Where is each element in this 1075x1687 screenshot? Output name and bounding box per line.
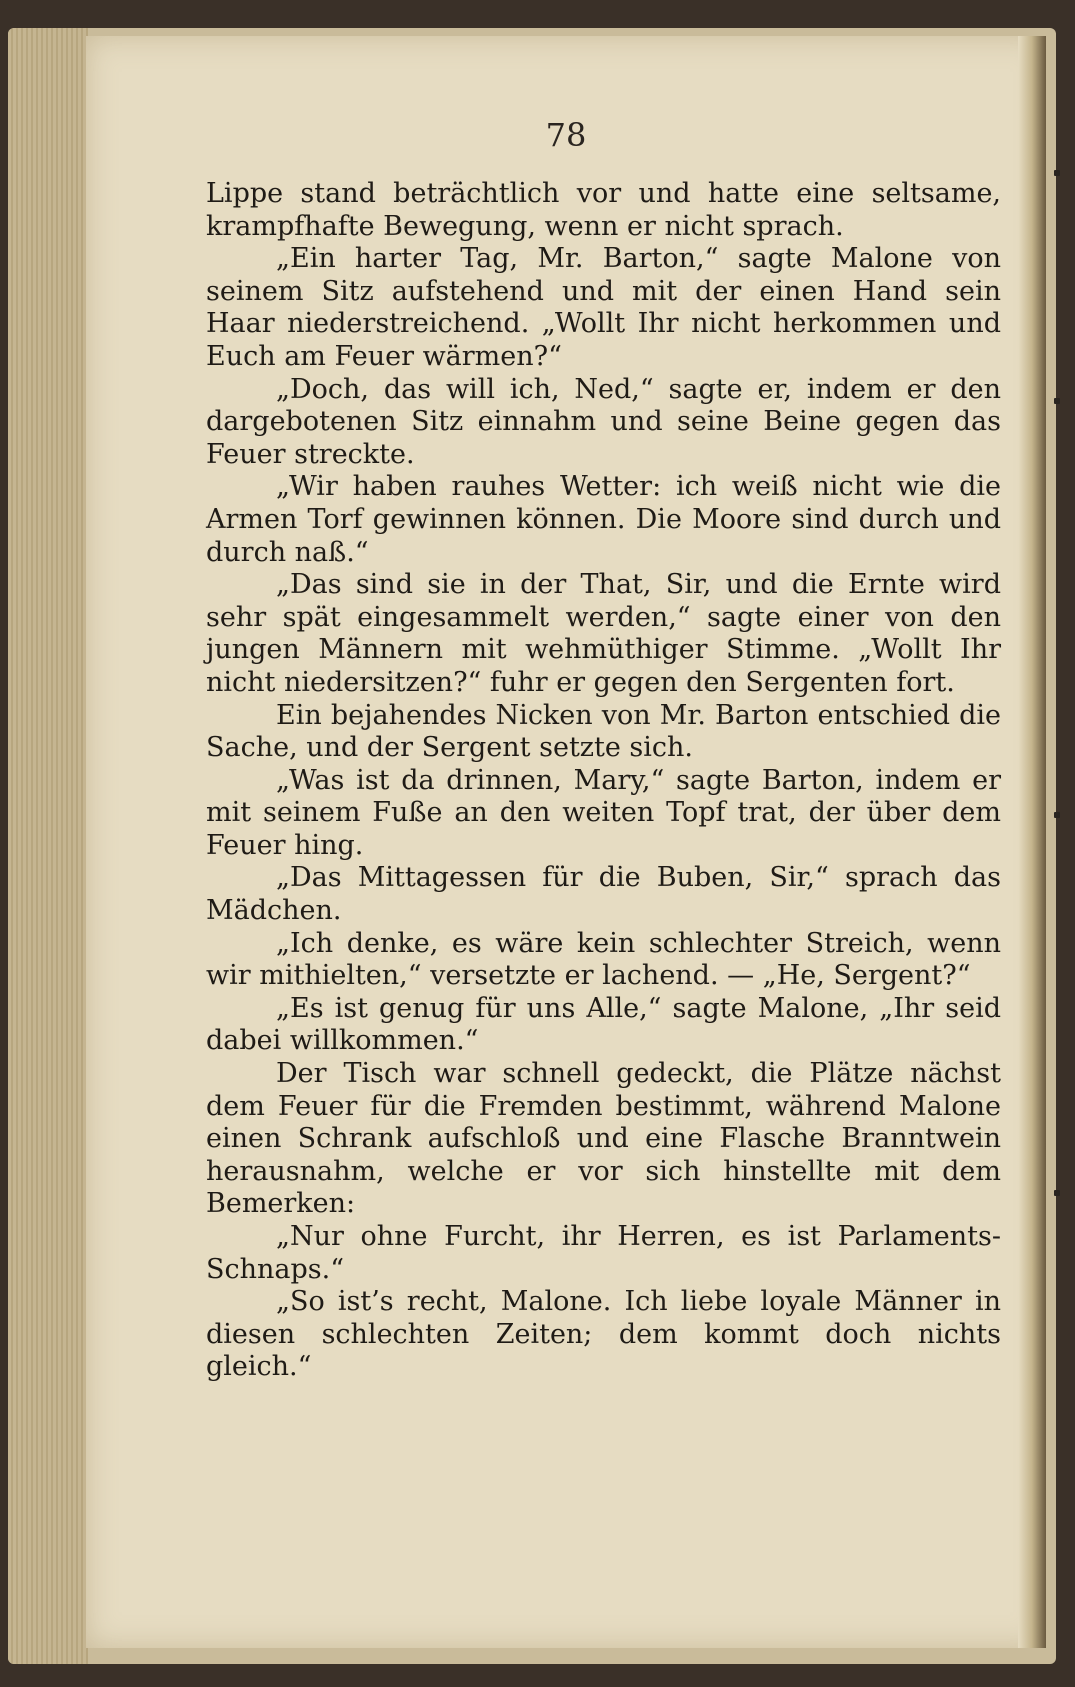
paragraph-11: Der Tisch war schnell gedeckt, die Plätze nächst dem Feuer für die Fremden bestimmt, während Malone einen Schrank aufschloß und eine Flasche Branntwein herausnahm, welche er vor sich hinstellte mit dem Bemerken: (206, 1058, 1001, 1220)
paragraph-3: „Doch, das will ich, Ned,“ sagte er, indem er den dargebotenen Sitz einnahm und seine Beine gegen das Feuer streckte. (206, 373, 1001, 470)
spine-mark (1054, 170, 1060, 176)
spine-mark (1054, 398, 1060, 404)
paragraph-10: „Es ist genug für uns Alle,“ sagte Malone, „Ihr seid dabei willkommen.“ (206, 992, 1001, 1057)
paragraph-13: „So ist’s recht, Malone. Ich liebe loyale Männer in diesen schlechten Zeiten; dem kommt doch nichts gleich.“ (206, 1286, 1001, 1383)
paragraph-2: „Ein harter Tag, Mr. Barton,“ sagte Malone von seinem Sitz aufstehend und mit der einen Hand sein Haar niederstreichend. „Wollt Ihr nicht herkommen und Euch am Feuer wärmen?“ (206, 243, 1001, 372)
page-body (206, 178, 1001, 1384)
spine-mark (1054, 1190, 1060, 1196)
paragraph-8: „Das Mittagessen für die Buben, Sir,“ sprach das Mädchen. (206, 862, 1001, 927)
paragraph-9: „Ich denke, es wäre kein schlechter Streich, wenn wir mithielten,“ versetzte er lachend. — „He, Sergent?“ (206, 927, 1001, 992)
paragraph-6: Ein bejahendes Nicken von Mr. Barton entschied die Sache, und der Sergent setzte sich. (206, 699, 1001, 764)
paragraph-5: „Das sind sie in der That, Sir, und die Ernte wird sehr spät eingesammelt werden,“ sagte einer von den jungen Männern mit wehmüthiger Stimme. „Wollt Ihr nicht niedersitzen?“ fuhr er gegen den Sergenten fort. (206, 569, 1001, 698)
spine-mark (1054, 812, 1060, 818)
paragraph-7: „Was ist da drinnen, Mary,“ sagte Barton, indem er mit seinem Fuße an den weiten Topf trat, der über dem Feuer hing. (206, 764, 1001, 861)
page-number: 78 (545, 116, 587, 154)
paragraph-4: „Wir haben rauhes Wetter: ich weiß nicht wie die Armen Torf gewinnen können. Die Moore sind durch und durch naß.“ (206, 471, 1001, 568)
book-page (86, 36, 1046, 1648)
paragraph-12: „Nur ohne Furcht, ihr Herren, es ist Parlaments-Schnaps.“ (206, 1221, 1001, 1285)
book-spine (1018, 36, 1046, 1648)
paragraph-1: Lippe stand beträchtlich vor und hatte eine seltsame, krampfhafte Bewegung, wenn er nicht sprach. (206, 178, 1001, 242)
